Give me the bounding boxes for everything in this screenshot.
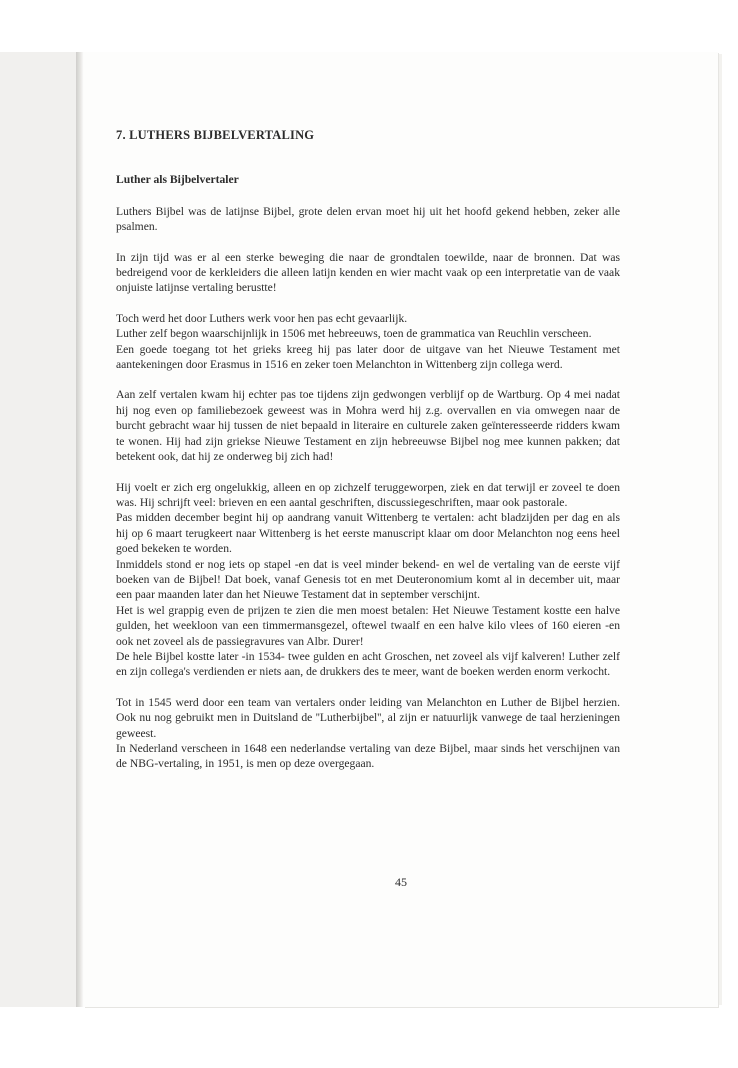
paragraph-december: Pas midden december begint hij op aandrang vanuit Wittenberg te vertalen: acht bladzijden per dag en als hij op 6 maart terugkeert naar Wittenberg is het eerste manuscript klaar om door Melanchton nog eens heel goed bekeken te worden.: [116, 511, 620, 556]
paragraph-herzien: Tot in 1545 werd door een team van vertalers onder leiding van Melanchton en Luther de Bijbel herzien. Ook nu nog gebruikt men in Duitsland de ''Lutherbijbel'', al zijn er natuurlijk vanwege de taal herzieningen geweest.: [116, 695, 620, 740]
page-number: 45: [395, 875, 407, 889]
paragraph-nederland: In Nederland verscheen in 1648 een nederlandse vertaling van deze Bijbel, maar sinds het verschijnen van de NBG-vertaling, in 1951, is men op deze overgegaan.: [116, 742, 620, 771]
previous-page-edge: [0, 52, 84, 1007]
page-stack-edge: [718, 54, 722, 1005]
paragraph-ongelukkig: Hij voelt er zich erg ongelukkig, alleen en op zichzelf teruggeworpen, ziek en dat terwijl er zoveel te doen was. Hij schrijft veel: brieven en een aantal geschriften, discussiegeschriften, maar ook pastorale.: [116, 480, 620, 509]
chapter-title: 7. LUTHERS BIJBELVERTALING: [116, 128, 315, 142]
paragraph-hebreeuws: Luther zelf begon waarschijnlijk in 1506 met hebreeuws, toen de grammatica van Reuchlin verscheen.: [116, 327, 592, 341]
paragraph-prijzen: Het is wel grappig even de prijzen te zien die men moest betalen: Het Nieuwe Testament kostte een halve gulden, het weekloon van een timmermansgezel, oftewel twaalf en een halve kilo vlees of 160 eieren -en ook net zoveel als de passiegravures van Albr. Durer!: [116, 603, 620, 648]
paragraph-hele-bijbel: De hele Bijbel kostte later -in 1534- twee gulden en acht Groschen, net zoveel als vijf kalveren! Luther zelf en zijn collega's verdienden er niets aan, de drukkers des te meer, want de boeken werden enorm verkocht.: [116, 649, 620, 679]
paragraph-wartburg: Aan zelf vertalen kwam hij echter pas toe tijdens zijn gedwongen verblijf op de Wartburg. Op 4 mei nadat hij nog even op familiebezoek geweest was in Mohra werd hij z.g. overvallen en via omwegen naar de burcht gebracht waar hij tussen de niet bepaald in literaire en culturele zaken geïnteresseerde ridders kwam te wonen. Hij had zijn griekse Nieuwe Testament en zijn hebreeuwse Bijbel nog mee kunnen pakken; dat betekent ook, dat hij ze onderweg bij zich had!: [116, 388, 620, 464]
paragraph-vijf-boeken: Inmiddels stond er nog iets op stapel -en dat is veel minder bekend- en wel de vertaling van de eerste vijf boeken van de Bijbel! Dat boek, vanaf Genesis tot en met Deuteronomium komt al in december uit, maar een paar maanden later dan het Nieuwe Testament dat in september verschijnt.: [116, 557, 620, 602]
paragraph-grieks: Een goede toegang tot het grieks kreeg hij pas later door de uitgave van het Nieuwe Testament met aantekeningen door Erasmus in 1516 en zeker toen Melanchton in Wittenberg zijn collega werd.: [116, 342, 620, 372]
paragraph-gevaarlijk: Toch werd het door Luthers werk voor hen pas echt gevaarlijk.: [116, 311, 408, 325]
book-page: [84, 52, 718, 1007]
book-spine-shadow: [76, 52, 84, 1007]
paragraph-psalms: Luthers Bijbel was de latijnse Bijbel, grote delen ervan moet hij uit het hoofd gekend hebben, zeker alle psalmen.: [116, 204, 620, 234]
page-content: [116, 128, 620, 772]
paragraph-grondtalen: In zijn tijd was er al een sterke beweging die naar de grondtalen toewilde, naar de bronnen. Dat was bedreigend voor de kerkleiders die alleen latijn kenden en wier macht vaak op een interpretatie van de vaak onjuiste latijnse vertaling berustte!: [116, 250, 620, 295]
section-title: Luther als Bijbelvertaler: [116, 173, 239, 187]
